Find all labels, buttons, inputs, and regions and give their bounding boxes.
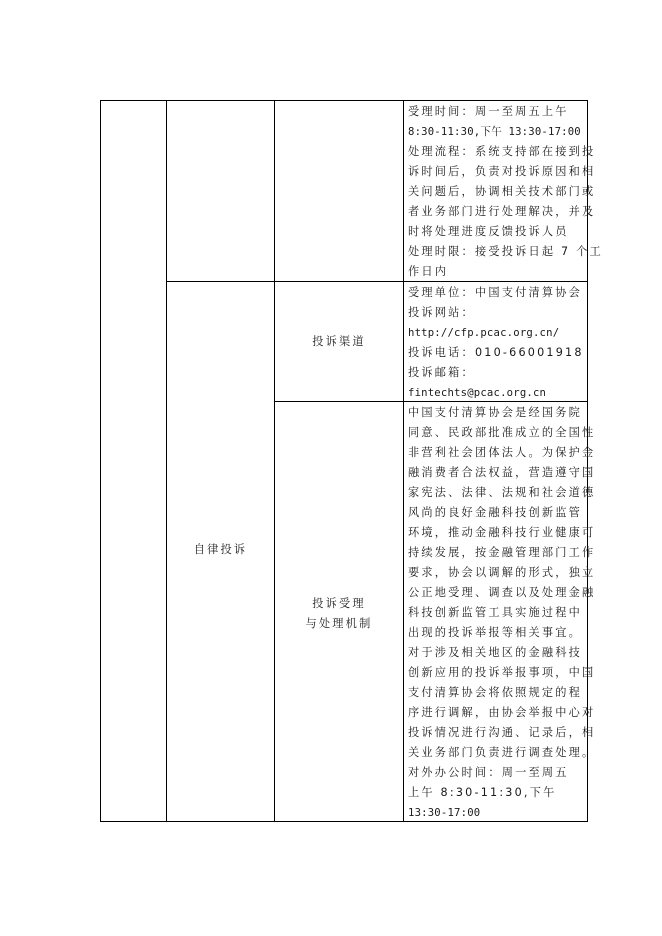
mechanism-line: 公正地受理、调查以及处理金融 [408,586,596,599]
row1-line-1: 受理时间：周一至周五上午 [408,105,569,118]
mechanism-line: 创新应用的投诉举报事项，中国 [408,666,596,679]
row1-line-5: 关问题后，协调相关技术部门或 [408,185,596,198]
col-border-1 [100,100,101,822]
channel-line-5: 投诉邮箱： [408,366,475,379]
mechanism-line: 对于涉及相关地区的金融科技 [408,646,583,659]
row1-line-2: 8:30-11:30,下午 13:30-17:00 [408,126,581,138]
mechanism-line: 环境，推动金融科技行业健康可 [408,526,596,539]
table-bottom-border [100,821,588,822]
mechanism-line: 支付清算协会将依照规定的程 [408,686,583,699]
mechanism-line: 融消费者合法权益，营造遵守国 [408,466,596,479]
channel-email-link[interactable]: fintechts@pcac.org.cn [408,387,547,399]
channel-phone: 投诉电话：010-66001918 [408,346,584,359]
channel-line-1: 受理单位：中国支付清算协会 [408,286,583,299]
mechanism-label-2: 与处理机制 [305,617,373,630]
mechanism-line: 序进行调解，由协会举报中心对 [408,706,596,719]
mechanism-line: 非营利社会团体法人。为保护金 [408,446,596,459]
mechanism-line: 持续发展，按金融管理部门工作 [408,546,596,559]
mechanism-line: 对外办公时间：周一至周五 [408,766,569,779]
channel-label: 投诉渠道 [312,335,366,348]
mechanism-line: 关业务部门负责进行调查处理。 [408,746,596,759]
table-top-border [100,100,588,101]
mechanism-line: 出现的投诉举报等相关事宜。 [408,626,583,639]
mechanism-label-1: 投诉受理 [312,597,366,610]
mechanism-line: 风尚的良好金融科技创新监管 [408,506,583,519]
mechanism-line: 科技创新监管工具实施过程中 [408,606,583,619]
row1-line-8: 处理时限：接受投诉日起 7 个工 [408,245,603,258]
row1-line-9: 作日内 [408,265,449,278]
mechanism-line: 上午 8:30-11:30,下午 [408,786,557,799]
mechanism-line: 要求，协会以调解的形式，独立 [408,566,596,579]
mechanism-line: 中国支付清算协会是经国务院 [408,406,583,419]
channel-website-link[interactable]: http://cfp.pcac.org.cn/ [408,327,560,339]
mechanism-line: 家宪法、法律、法规和社会道德 [408,486,596,499]
col-border-2 [166,100,167,822]
channel-line-2: 投诉网站： [408,306,475,319]
col-border-3 [274,100,275,822]
row1-line-4: 诉时间后，负责对投诉原因和相 [408,165,596,178]
row-divider-1 [166,281,588,282]
row1-line-6: 者业务部门进行处理解决，并及 [408,205,596,218]
mechanism-line: 投诉情况进行沟通、记录后，相 [408,726,596,739]
row1-line-7: 时将处理进度反馈投诉人员 [408,225,569,238]
col-border-4 [403,100,404,822]
self-regulatory-label: 自律投诉 [193,543,248,556]
row1-line-3: 处理流程：系统支持部在接到投 [408,145,596,158]
mechanism-line: 13:30-17:00 [408,807,481,819]
mechanism-line: 同意、民政部批准成立的全国性 [408,426,596,439]
